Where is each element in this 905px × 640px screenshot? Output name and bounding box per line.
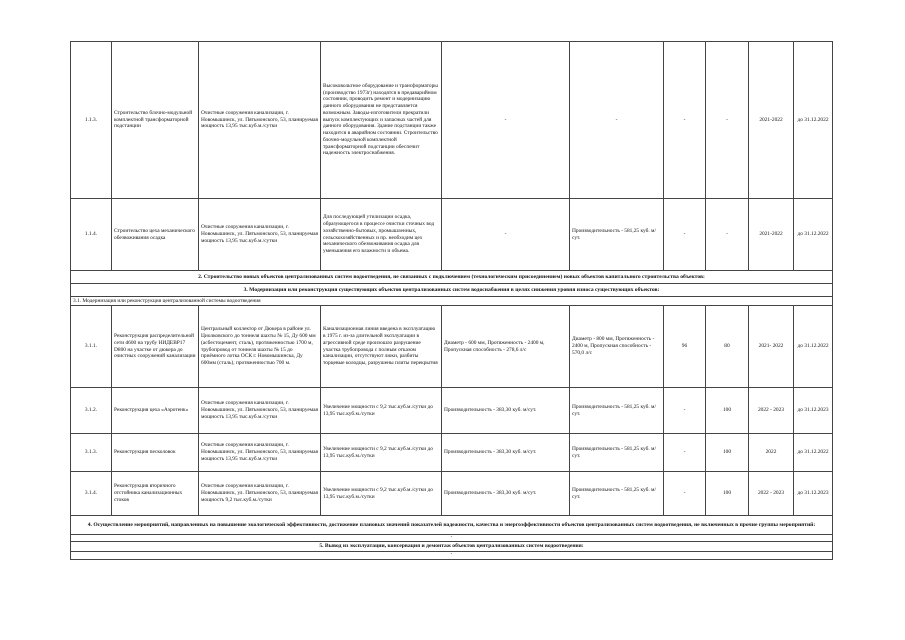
section-3-title: 3. Модернизация или реконструкция существующих объектов централизованных систем водоснабжения в целях снижения уровня износа существующих объектов: <box>71 284 833 297</box>
table-row <box>71 306 833 388</box>
value-2: - <box>706 199 749 271</box>
section-row <box>71 542 833 552</box>
deadline: до 31.12.2023 <box>794 388 833 434</box>
section-4-dash: - <box>71 535 833 542</box>
measure-location: Очистные сооружения канализации, г. Новомышинск, ул. Пятьмонского, 53, планируемая мощность 13,95 тыс.куб.м./сутки <box>199 199 321 271</box>
years: 2022 - 2023 <box>749 472 794 516</box>
after-indicators: Производительность - 581,25 куб. м/сут. <box>570 199 664 271</box>
section-empty-row <box>71 552 833 559</box>
deadline: до 31.12.2022 <box>794 434 833 472</box>
value-2: 100 <box>706 388 749 434</box>
measures-table <box>70 41 833 560</box>
years: 2022 <box>749 434 794 472</box>
measure-name: Реконструкция вторичного отстойника канализационных стоков <box>112 472 199 516</box>
before-indicators: - <box>442 199 570 271</box>
table-row <box>71 472 833 516</box>
subsection-3-1-title: 3.1. Модернизация или реконструкция централизованной системы водоотведения <box>71 297 833 306</box>
years: 2021-2022 <box>749 199 794 271</box>
measure-location: Очистные сооружения канализации, г. Новомышинск, ул. Пятьмонского, 53, планируемая мощность 13,95 тыс.куб.м./сутки <box>199 388 321 434</box>
section-5-title: 5. Вывод из эксплуатации, консервация и демонтаж объектов централизованных систем водоотведения: <box>71 542 833 552</box>
value-2: 100 <box>706 472 749 516</box>
measure-justification: Высоковольтное оборудование и трансформаторы (производство 1973г) находятся в предаварийном состоянии, проводить ремонт и модернизацию данного оборудования не представляется возможным. Заводы-изготовители прекратили выпуск комплектующих и запасных частей для данного оборудования. Здание подстанции также находится в аварийном состоянии. Строительство блочно-модульной комплектной трансформаторной подстанции обеспечит надежность электроснабжения. <box>321 42 442 199</box>
years: 2021- 2022 <box>749 306 794 388</box>
before-indicators: Производительность - 383,30 куб. м/сут. <box>442 388 570 434</box>
value-1: 96 <box>664 306 706 388</box>
measure-name: Реконструкция распределительной сети d600 на трубу НИДЕВР17 D800 на участке от дюкера до очистных сооружений канализации <box>112 306 199 388</box>
after-indicators: Производительность - 581,25 куб. м/сут. <box>570 472 664 516</box>
deadline: до 31.12.2022 <box>794 306 833 388</box>
section-row <box>71 271 833 284</box>
table-row <box>71 42 833 199</box>
before-indicators: Производительность - 383,30 куб. м/сут. <box>442 472 570 516</box>
value-1: - <box>664 434 706 472</box>
after-indicators: Производительность - 581,25 куб. м/сут. <box>570 388 664 434</box>
table-row <box>71 434 833 472</box>
measure-location: Очистные сооружения канализации, г. Новомышинск, ул. Пятьмонского, 53, планируемая мощность 9,2 тыс.куб.м./сутки <box>199 472 321 516</box>
value-1: - <box>664 472 706 516</box>
measure-justification: Увеличение мощности с 9,2 тыс.куб.м./сутки до 13,95 тыс.куб.м./сутки <box>321 388 442 434</box>
measure-name: Строительство цеха механического обезвоживания осадка <box>112 199 199 271</box>
section-4-title: 4. Осуществление мероприятий, направленных на повышение экологической эффективности, достижение плановых значений показателей надежности, качества и энергоэффективности объектов централизованных систем водоотведения, не включенных в прочие группы мероприятий: <box>71 516 833 535</box>
deadline: до 31.12.2022 <box>794 42 833 199</box>
row-number: 1.1.3. <box>71 42 112 199</box>
after-indicators: Диаметр - 800 мм, Протяженность - 2400 м, Пропускная способность - 570,0 л/с <box>570 306 664 388</box>
row-number: 3.1.2. <box>71 388 112 434</box>
before-indicators: Диаметр - 600 мм, Протяженность - 2400 м, Пропускная способность - 278,6 л/с <box>442 306 570 388</box>
value-1: - <box>664 42 706 199</box>
section-2-title: 2. Строительство новых объектов централизованных систем водоотведения, не связанных с подключением (технологическим присоединением) новых объектов капитального строительства объектов: <box>71 271 833 284</box>
after-indicators: Производительность - 581,25 куб. м/сут. <box>570 434 664 472</box>
row-number: 3.1.1. <box>71 306 112 388</box>
section-row <box>71 284 833 297</box>
value-2: 100 <box>706 434 749 472</box>
table-row <box>71 388 833 434</box>
deadline: до 31.12.2022 <box>794 199 833 271</box>
value-1: - <box>664 199 706 271</box>
measure-justification: Увеличение мощности с 9,2 тыс.куб.м./сутки до 13,95 тыс.куб.м./сутки <box>321 472 442 516</box>
measure-location: Очистные сооружения канализации, г. Новомышинск, ул. Пятьмонского, 53, планируемая мощность 13,95 тыс.куб.м./сутки <box>199 42 321 199</box>
measure-location: Центральный коллектор от Дюкера в районе ул. Циолковского до тоннеля шахты № 15, Ду 600 мм (асбестоцемент, сталь), протяженностью 1700 м, трубопровод от тоннеля шахты № 15 до приёмного лотка ОСК г. Новомышинска, Ду 600мм (сталь), протяженностью 700 м. <box>199 306 321 388</box>
before-indicators: - <box>442 42 570 199</box>
measure-justification: Увеличение мощности с 9,2 тыс.куб.м./сутки до 13,95 тыс.куб.м./сутки <box>321 434 442 472</box>
before-indicators: Производительность - 383,30 куб. м/сут. <box>442 434 570 472</box>
measure-location: Очистные сооружения канализации, г. Новомышинск, ул. Пятьмонского, 53, планируемая мощность 13,95 тыс.куб.м./сутки <box>199 434 321 472</box>
section-empty-row <box>71 535 833 542</box>
value-1: - <box>664 388 706 434</box>
row-number: 3.1.3. <box>71 434 112 472</box>
measure-justification: Канализационная линия введена в эксплуатацию в 1975 г. из-за длительной эксплуатации в агрессивной среде произошло разрушение участка трубопровода с полным отказом канализации, отсутствуют люки, разбиты торцевые колодцы, разрушены плиты перекрытия <box>321 306 442 388</box>
deadline: до 31.12.2023 <box>794 472 833 516</box>
value-2: - <box>706 42 749 199</box>
document-sheet <box>70 41 832 560</box>
section-5-dash: - <box>71 552 833 559</box>
table-row <box>71 199 833 271</box>
value-2: 80 <box>706 306 749 388</box>
subsection-row <box>71 297 833 306</box>
years: 2021-2022 <box>749 42 794 199</box>
after-indicators: - <box>570 42 664 199</box>
measure-name: Строительство блочно-модульной комплектной трансформаторной подстанции <box>112 42 199 199</box>
measure-name: Реконструкция песколовок <box>112 434 199 472</box>
years: 2022 - 2023 <box>749 388 794 434</box>
measure-justification: Для последующей утилизации осадка, образующегося в процессе очистки сточных вод хозяйственно-бытовых, промышленных, сельскохозяйственных и пр. необходим цех механического обезвоживания осадка для уменьшения его влажности и объема. <box>321 199 442 271</box>
section-row <box>71 516 833 535</box>
measure-name: Реконструкция цеха «Аэротенк» <box>112 388 199 434</box>
row-number: 3.1.4. <box>71 472 112 516</box>
row-number: 1.1.4. <box>71 199 112 271</box>
